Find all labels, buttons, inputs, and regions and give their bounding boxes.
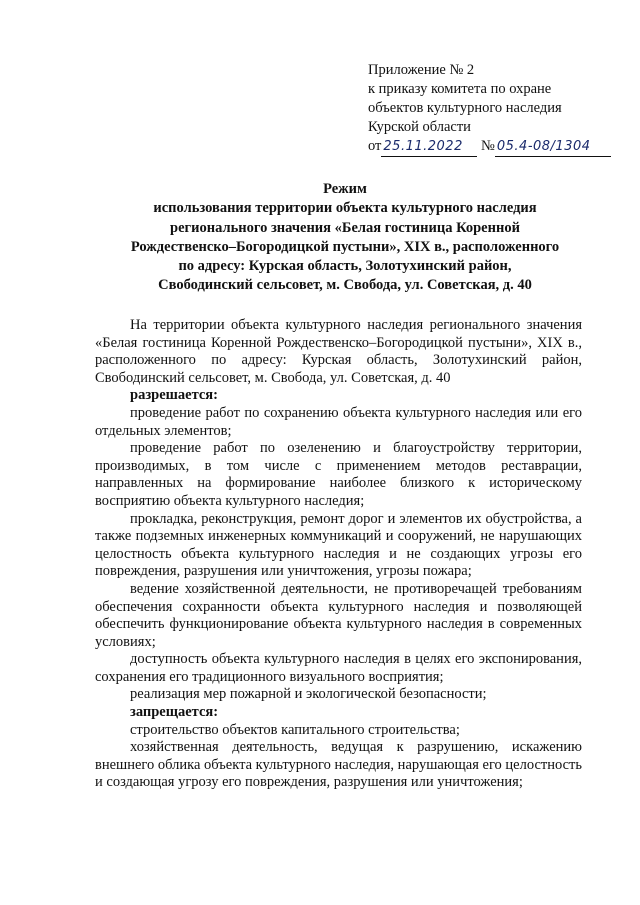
allowed-item: проведение работ по озеленению и благоустройству территории, производимых, в том числе с применением методов реставрации, направленных на формирование наиболее близкого к историческому восприятию объекта культурного наследия; (95, 440, 582, 509)
allowed-item: доступность объекта культурного наследия в целях его экспонирования, сохранения его традиционного визуального восприятия; (95, 651, 582, 685)
handwritten-date: 25.11.2022 (381, 137, 477, 157)
title-line-2: использования территории объекта культурного наследия (153, 200, 537, 217)
appendix-block (368, 61, 618, 157)
prohibited-item: хозяйственная деятельность, ведущая к разрушению, искажению внешнего облика объекта культурного наследия, нарушающая его целостность и создающая угрозу его повреждения, разрушения или уничтожения; (95, 739, 582, 791)
prohibited-item: строительство объектов капитального строительства; (130, 721, 460, 738)
document-title (95, 180, 595, 296)
number-sign: № (481, 138, 495, 154)
appendix-order-line: к приказу комитета по охране (368, 81, 552, 97)
document-body (95, 317, 582, 792)
title-line-1: Режим (323, 181, 367, 197)
allowed-label: разрешается: (130, 387, 218, 404)
allowed-item: проведение работ по сохранению объекта культурного наследия или его отдельных элементов; (95, 404, 582, 439)
allowed-item: ведение хозяйственной деятельности, не противоречащей требованиям обеспечения сохранности объекта культурного наследия и позволяющей обеспечить функционирование объекта культурного наследия в современных условиях; (95, 580, 582, 650)
title-line-6: Свободинский сельсовет, м. Свобода, ул. Советская, д. 40 (158, 277, 532, 294)
allowed-item: прокладка, реконструкция, ремонт дорог и элементов их обустройства, а также подземных инженерных коммуникаций и сооружений, не нарушающих целостность объекта культурного наследия и не создающих угрозы его повреждения, разрушения или уничтожения, угрозы пожара; (95, 510, 582, 580)
appendix-title: Приложение № 2 (368, 62, 475, 78)
title-line-5: по адресу: Курская область, Золотухинский район, (178, 258, 512, 275)
allowed-item: реализация мер пожарной и экологической безопасности; (130, 686, 487, 703)
intro-paragraph: На территории объекта культурного наследия регионального значения «Белая гостиница Коренной Рождественско–Богородицкой пустыни», XIX в., расположенного по адресу: Курская область, Золотухинский район, Свободинский сельсовет, м. Свобода, ул. Советская, д. 40 (95, 317, 582, 386)
title-line-3: регионального значения «Белая гостиница Коренной (170, 219, 520, 236)
appendix-date-number-line (368, 137, 618, 157)
from-label: от (368, 138, 382, 154)
appendix-region-line: Курской области (368, 119, 471, 135)
title-line-4: Рождественско–Богородицкой пустыни», XIX в., расположенного (130, 238, 560, 255)
prohibited-label: запрещается: (130, 704, 219, 721)
appendix-committee-line: объектов культурного наследия (368, 100, 562, 116)
handwritten-number: 05.4-08/1304 (495, 137, 611, 157)
